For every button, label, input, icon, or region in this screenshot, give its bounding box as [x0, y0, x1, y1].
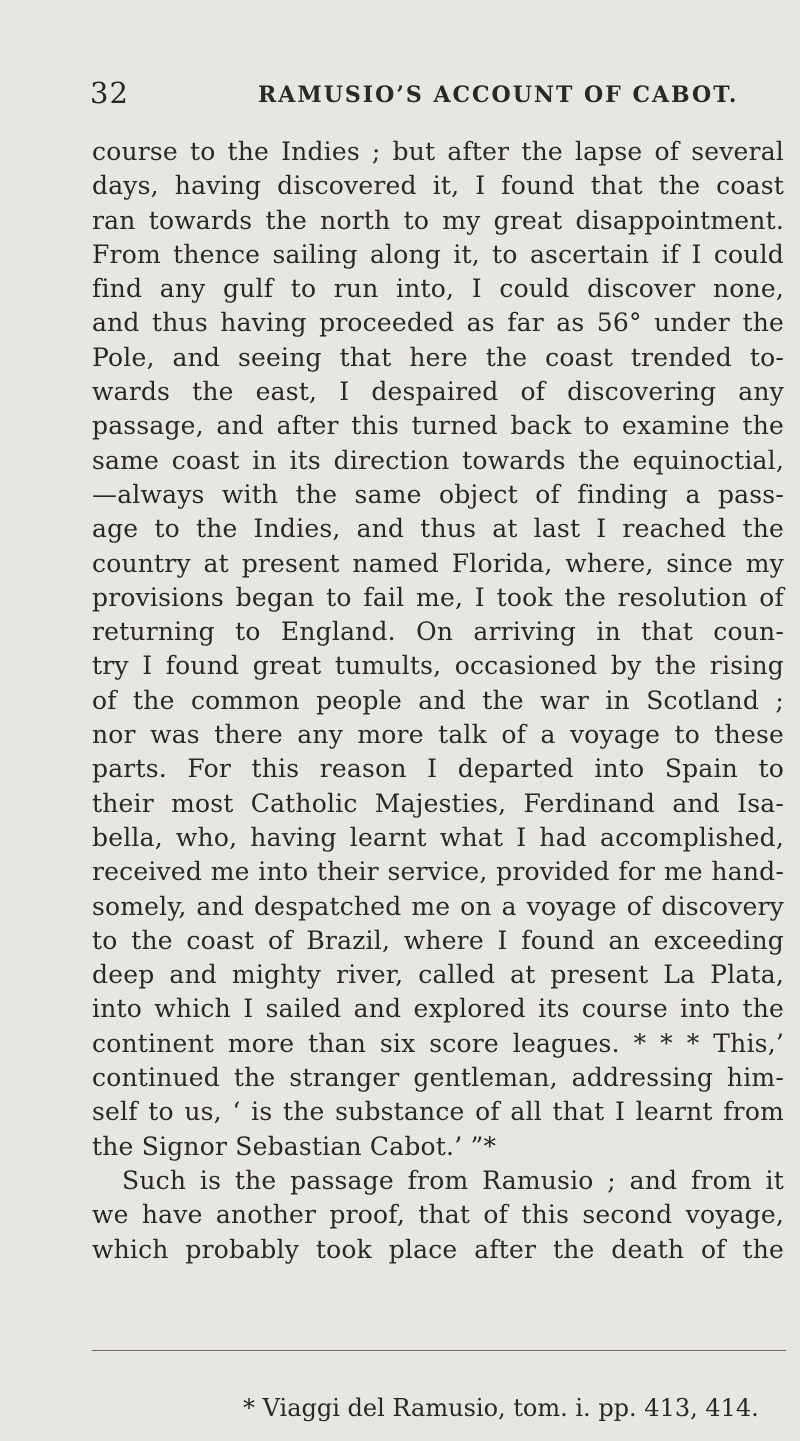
text-line: the Signor Sebastian Cabot.’ ”*: [92, 1131, 497, 1161]
page-number: 32: [90, 76, 129, 110]
text-line: self to us, ‘ is the substance of all that I learnt from: [92, 1097, 784, 1127]
text-line: we have another proof, that of this second voyage,: [92, 1200, 784, 1230]
text-line: parts. For this reason I departed into Spain to: [92, 754, 784, 784]
text-line: —always with the same object of finding a pass-: [92, 479, 784, 509]
text-line: which probably took place after the death of the: [92, 1234, 784, 1264]
text-line: find any gulf to run into, I could discover none,: [92, 274, 784, 304]
text-line: of the common people and the war in Scotland ;: [92, 685, 784, 715]
text-line: and thus having proceeded as far as 56° under the: [92, 308, 784, 338]
paragraph-start-line: Such is the passage from Ramusio ; and from it: [122, 1165, 784, 1195]
text-line: received me into their service, provided for me hand-: [92, 857, 784, 887]
text-line: From thence sailing along it, to ascertain if I could: [92, 239, 784, 269]
text-line: age to the Indies, and thus at last I reached the: [92, 514, 784, 544]
text-line: passage, and after this turned back to examine the: [92, 411, 784, 441]
text-line: same coast in its direction towards the equinoctial,: [92, 445, 784, 475]
text-line: continent more than six score leagues. * * * This,’: [92, 1028, 784, 1058]
text-line: bella, who, having learnt what I had accomplished,: [92, 822, 784, 852]
text-line: wards the east, I despaired of discovering any: [92, 377, 784, 407]
text-line: country at present named Florida, where, since my: [92, 548, 784, 578]
text-line: continued the stranger gentleman, addressing him-: [92, 1063, 784, 1093]
page-header: [0, 76, 800, 116]
text-line: ran towards the north to my great disappointment.: [92, 205, 784, 235]
running-head: RAMUSIO’S ACCOUNT OF CABOT.: [258, 82, 739, 108]
footnote: * Viaggi del Ramusio, tom. i. pp. 413, 414.: [243, 1394, 759, 1422]
text-line: provisions began to fail me, I took the resolution of: [92, 582, 784, 612]
footnote-divider: [92, 1350, 786, 1351]
text-line: somely, and despatched me on a voyage of discovery: [92, 891, 784, 921]
text-line: to the coast of Brazil, where I found an exceeding: [92, 925, 784, 955]
text-line: days, having discovered it, I found that the coast: [92, 171, 784, 201]
text-line: returning to England. On arriving in that coun-: [92, 617, 784, 647]
text-line: course to the Indies ; but after the lapse of several: [92, 137, 784, 166]
text-line: into which I sailed and explored its course into the: [92, 994, 784, 1024]
text-line: nor was there any more talk of a voyage to these: [92, 720, 784, 750]
text-line: Pole, and seeing that here the coast trended to-: [92, 342, 784, 372]
text-line: their most Catholic Majesties, Ferdinand and Isa-: [92, 788, 784, 818]
text-line: try I found great tumults, occasioned by the rising: [92, 651, 784, 681]
body-text: [92, 135, 784, 1267]
text-line: deep and mighty river, called at present La Plata,: [92, 960, 784, 990]
